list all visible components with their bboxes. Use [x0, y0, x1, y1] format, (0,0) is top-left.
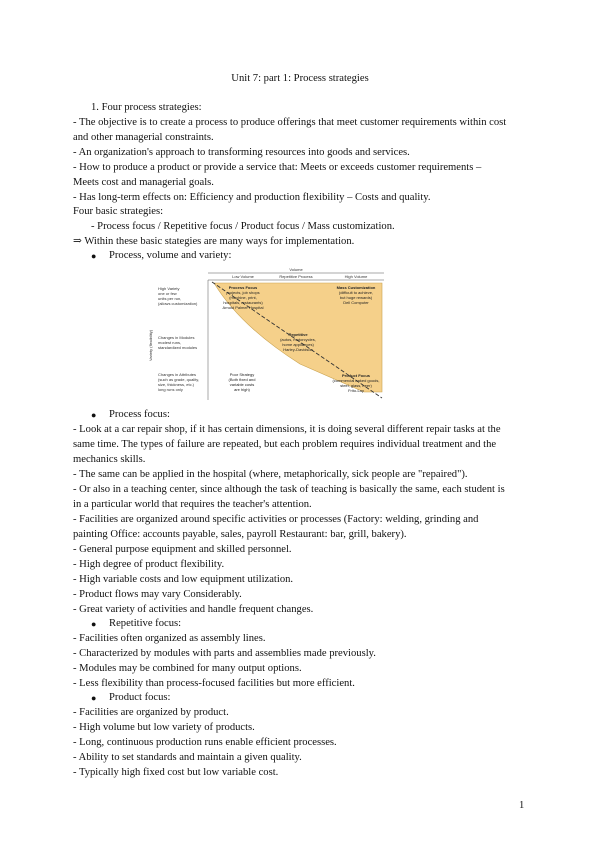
fig-row-label: Changes in Modules	[158, 335, 195, 340]
text-line: - High degree of product flexibility.	[73, 559, 225, 570]
fig-row-label: (such as grade, quality,	[158, 377, 200, 382]
fig-row-label: (allows customization)	[158, 301, 198, 306]
fig-cell-text: but huge rewards)	[339, 295, 373, 300]
text-line: - Great variety of activities and handle frequent changes.	[73, 604, 314, 615]
heading-process-volume: Process, volume and variety:	[109, 250, 232, 261]
fig-col-high: High Volume	[344, 274, 368, 279]
fig-cell-text: Product Focus	[341, 373, 371, 378]
text-line: - High volume but low variety of products.	[73, 722, 255, 733]
fig-cell-text: Poor Strategy	[229, 372, 255, 377]
fig-cell-text: (commercial baked goods,	[332, 378, 380, 383]
fig-row-label: one or few	[158, 291, 177, 296]
bullet-icon: ●	[91, 251, 97, 261]
text-line: - High variable costs and low equipment utilization.	[73, 574, 294, 585]
fig-row-label: units per run,	[158, 296, 182, 301]
text-line: and other managerial constraints.	[73, 132, 214, 143]
text-line: - Has long-term effects on: Efficiency and production flexibility – Costs and quality.	[73, 192, 431, 203]
fig-cell-text: home appliances)	[282, 342, 314, 347]
text-line: - Modules may be combined for many output options.	[73, 663, 302, 674]
fig-row-label: High Variety	[158, 286, 180, 291]
fig-cell-text: Dell Computer	[343, 300, 369, 305]
heading-product-focus: Product focus:	[109, 692, 171, 703]
text-line: - Less flexibility than process-focused facilities but more efficient.	[73, 678, 355, 689]
text-line: in a particular world that requires the teacher's attention.	[73, 499, 312, 510]
page-number: 1	[519, 800, 525, 811]
text-line: - Product flows may vary Considerably.	[73, 589, 242, 600]
fig-cell-text: (machine, print,	[229, 295, 257, 300]
fig-cell-text: (difficult to achieve,	[338, 290, 374, 295]
bullet-icon: ●	[91, 693, 97, 703]
fig-cell-text: variable costs	[229, 382, 255, 387]
text-line: - Facilities often organized as assembly lines.	[73, 633, 266, 644]
text-line: Meets cost and managerial goals.	[73, 177, 214, 188]
text-line: - Facilities are organized by product.	[73, 707, 229, 718]
text-line: - Or also in a teaching center, since although the task of teaching is basically the same, each student is	[73, 484, 505, 495]
text-line: - An organization's approach to transforming resources into goods and services.	[73, 147, 410, 158]
fig-cell-text: projects, job shops	[226, 290, 260, 295]
fig-col-low: Low Volume	[232, 274, 254, 279]
fig-row-label: standardized modules	[158, 345, 198, 350]
fig-row-label: modest runs,	[158, 340, 182, 345]
heading-process-focus: Process focus:	[109, 409, 170, 420]
fig-cell-text: Mass Customization	[336, 285, 376, 290]
fig-row-label: long runs only	[158, 387, 183, 392]
fig-row-label: Changes in Attributes	[158, 372, 197, 377]
bullet-icon: ●	[91, 619, 97, 629]
text-line: - General purpose equipment and skilled personnel.	[73, 544, 292, 555]
fig-cell-text: Process Focus	[228, 285, 258, 290]
text-line: painting Office: accounts payable, sales, payroll Restaurant: bar, grill, bakery).	[73, 529, 407, 540]
text-line: - Process focus / Repetitive focus / Product focus / Mass customization.	[91, 221, 395, 232]
fig-cell-text: Repetitive	[288, 332, 308, 337]
heading-four-strategies: 1. Four process strategies:	[91, 102, 202, 113]
fig-top-label: Volume	[289, 267, 303, 272]
text-line: ⇒ Within these basic stategies are many ways for implementation.	[73, 236, 355, 247]
fig-cell-text: Harley-Davidson	[283, 347, 313, 352]
text-line: - Typically high fixed cost but low variable cost.	[73, 767, 279, 778]
fig-cell-text: (Both fixed and	[228, 377, 256, 382]
fig-col-rep: Repetitive Process	[279, 274, 313, 279]
text-line: - Long, continuous production runs enable efficient processes.	[73, 737, 337, 748]
fig-cell-text: Frito-Lay	[348, 388, 364, 393]
fig-cell-text: are high)	[234, 387, 250, 392]
text-line: - The same can be applied in the hospital (where, metaphorically, sick people are "repaired").	[73, 469, 468, 480]
text-line: same time. The types of failure are repeated, but each problem requires individual treatment and the	[73, 439, 497, 450]
page-title: Unit 7: part 1: Process strategies	[231, 73, 369, 84]
heading-repetitive-focus: Repetitive focus:	[109, 618, 182, 629]
text-line: mechanics skills.	[73, 454, 146, 465]
text-line: Four basic strategies:	[73, 206, 164, 217]
fig-cell-text: Arnold Palmer Hospital	[222, 305, 264, 310]
text-line: - How to produce a product or provide a service that: Meets or exceeds customer requirements –	[73, 162, 482, 173]
bullet-icon: ●	[91, 410, 97, 420]
process-volume-variety-figure	[148, 266, 384, 400]
fig-cell-text: (autos, motorcycles,	[280, 337, 316, 342]
fig-cell-text: steel, glass, beer)	[340, 383, 372, 388]
text-line: - Characterized by modules with parts and assemblies made previously.	[73, 648, 376, 659]
fig-cell-text: hospitals, restaurants)	[223, 300, 263, 305]
text-line: - Look at a car repair shop, if it has certain dimensions, it is doing several different repair tasks at the	[73, 424, 501, 435]
fig-y-axis: Variety (flexibility)	[148, 329, 153, 361]
text-line: - Facilities are organized around specific activities or processes (Factory: welding, grinding and	[73, 514, 479, 525]
text-line: - The objective is to create a process to produce offerings that meet customer requirements within cost	[73, 117, 507, 128]
text-line: - Ability to set standards and maintain a given quality.	[73, 752, 302, 763]
fig-row-label: size, thickness, etc.)	[158, 382, 195, 387]
